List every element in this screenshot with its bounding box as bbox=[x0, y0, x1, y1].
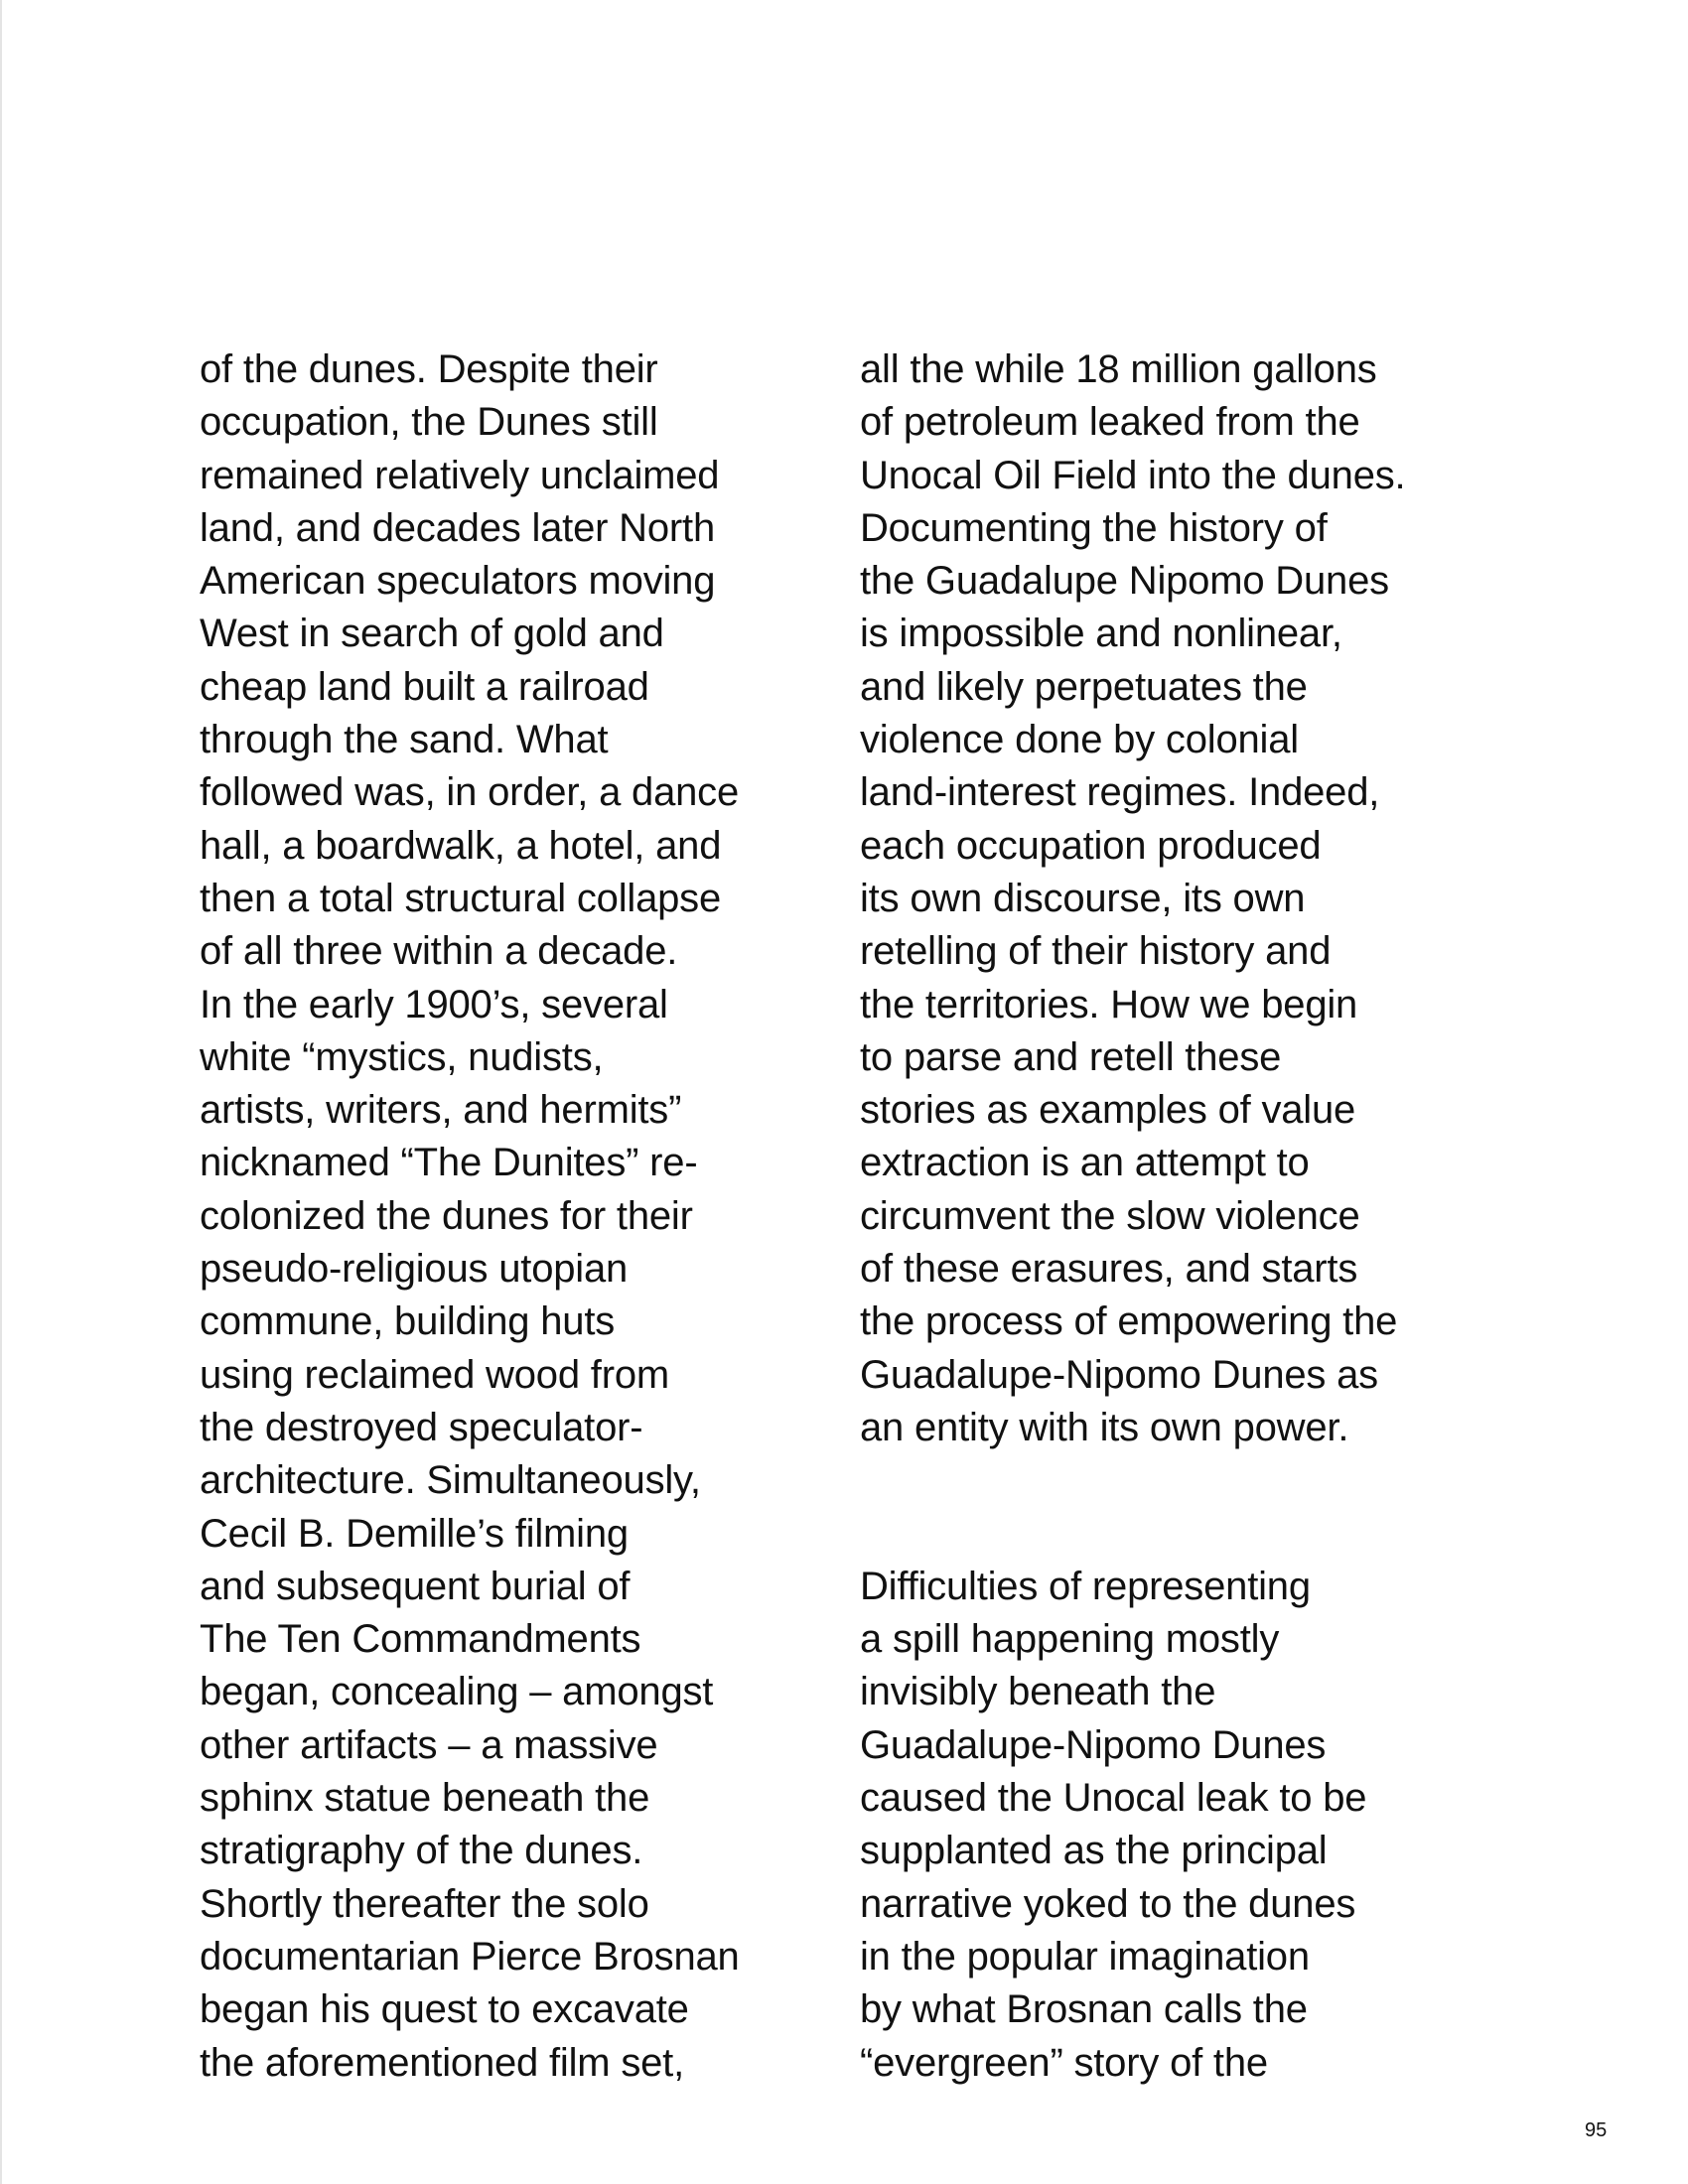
body-text-line: circumvent the slow violence bbox=[860, 1193, 1360, 1238]
paragraph-history bbox=[860, 343, 1495, 1454]
body-text-line: the aforementioned film set, bbox=[200, 2040, 684, 2085]
body-text-line: Guadalupe-Nipomo Dunes as bbox=[860, 1352, 1378, 1397]
body-text-line: to parse and retell these bbox=[860, 1034, 1282, 1079]
body-text-line: supplanted as the principal bbox=[860, 1829, 1328, 1873]
body-text-line: by what Brosnan calls the bbox=[860, 1987, 1308, 2032]
body-text-line: its own discourse, its own bbox=[860, 876, 1306, 920]
body-text-line: violence done by colonial bbox=[860, 718, 1299, 762]
body-text-line: of the dunes. Despite their bbox=[200, 347, 658, 391]
body-text-line: began his quest to excavate bbox=[200, 1987, 689, 2032]
body-text-line: Difficulties of representing bbox=[860, 1564, 1311, 1608]
body-text-line: caused the Unocal leak to be bbox=[860, 1776, 1367, 1821]
body-text-line: is impossible and nonlinear, bbox=[860, 612, 1342, 656]
body-text-line: colonized the dunes for their bbox=[200, 1193, 693, 1238]
body-text-line: American speculators moving bbox=[200, 559, 716, 604]
body-text-line: of petroleum leaked from the bbox=[860, 400, 1360, 445]
page-edge bbox=[0, 0, 2, 2184]
body-text-line: using reclaimed wood from bbox=[200, 1352, 669, 1397]
body-text-line: “evergreen” story of the bbox=[860, 2040, 1268, 2085]
body-text-line: Documenting the history of bbox=[860, 505, 1328, 550]
body-text-line: sphinx statue beneath the bbox=[200, 1776, 650, 1821]
page-number: 95 bbox=[1585, 2119, 1608, 2141]
body-text-line: stories as examples of value bbox=[860, 1088, 1356, 1133]
body-text-line: remained relatively unclaimed bbox=[200, 453, 720, 497]
body-text-line: Shortly thereafter the solo bbox=[200, 1881, 649, 1926]
body-text-line: Cecil B. Demille’s filming bbox=[200, 1511, 629, 1556]
body-text-line: and subsequent burial of bbox=[200, 1564, 631, 1608]
body-text-line: nicknamed “The Dunites” re- bbox=[200, 1141, 698, 1185]
body-text-line: land, and decades later North bbox=[200, 505, 715, 550]
body-text-line: cheap land built a railroad bbox=[200, 664, 649, 709]
body-text-line: of these erasures, and starts bbox=[860, 1247, 1358, 1292]
body-text-line: then a total structural collapse bbox=[200, 876, 722, 920]
body-text-line: occupation, the Dunes still bbox=[200, 400, 658, 445]
body-text-line: architecture. Simultaneously, bbox=[200, 1458, 701, 1503]
body-text-line: a spill happening mostly bbox=[860, 1617, 1280, 1662]
paragraph-gap bbox=[860, 1454, 1495, 1561]
body-text-line: in the popular imagination bbox=[860, 1934, 1310, 1979]
body-text-line: white “mystics, nudists, bbox=[200, 1034, 604, 1079]
body-text-line: In the early 1900’s, several bbox=[200, 982, 668, 1026]
body-text-line: Guadalupe-Nipomo Dunes bbox=[860, 1722, 1327, 1767]
paragraph-spill bbox=[860, 1561, 1495, 2090]
body-text-line: the destroyed speculator- bbox=[200, 1405, 643, 1449]
body-text-line: documentarian Pierce Brosnan bbox=[200, 1934, 740, 1979]
right-column bbox=[860, 343, 1495, 2090]
body-text-line: the Guadalupe Nipomo Dunes bbox=[860, 559, 1389, 604]
body-text-line: through the sand. What bbox=[200, 718, 609, 762]
body-text-line: followed was, in order, a dance bbox=[200, 770, 740, 815]
body-text-line: West in search of gold and bbox=[200, 612, 664, 656]
body-text-line: Unocal Oil Field into the dunes. bbox=[860, 453, 1406, 497]
body-text-line: an entity with its own power. bbox=[860, 1405, 1349, 1449]
body-text-line: the territories. How we begin bbox=[860, 982, 1358, 1026]
body-text-line: stratigraphy of the dunes. bbox=[200, 1829, 643, 1873]
body-text-line: narrative yoked to the dunes bbox=[860, 1881, 1356, 1926]
body-text-line: each occupation produced bbox=[860, 823, 1322, 868]
body-text-line: extraction is an attempt to bbox=[860, 1141, 1310, 1185]
body-text-line: invisibly beneath the bbox=[860, 1670, 1216, 1714]
body-text-line: hall, a boardwalk, a hotel, and bbox=[200, 823, 722, 868]
left-column bbox=[200, 343, 835, 2090]
body-text-line: and likely perpetuates the bbox=[860, 664, 1308, 709]
body-text-line: all the while 18 million gallons bbox=[860, 347, 1377, 391]
body-text-line: the process of empowering the bbox=[860, 1299, 1398, 1344]
body-text-line: artists, writers, and hermits” bbox=[200, 1088, 682, 1133]
body-text-line: The Ten Commandments bbox=[200, 1617, 641, 1662]
body-text-line: commune, building huts bbox=[200, 1299, 616, 1344]
body-text-line: retelling of their history and bbox=[860, 929, 1332, 974]
body-text-line: began, concealing – amongst bbox=[200, 1670, 714, 1714]
body-text-line: of all three within a decade. bbox=[200, 929, 678, 974]
body-text-line: land-interest regimes. Indeed, bbox=[860, 770, 1380, 815]
body-text-line: pseudo-religious utopian bbox=[200, 1247, 629, 1292]
body-text-line: other artifacts – a massive bbox=[200, 1722, 658, 1767]
